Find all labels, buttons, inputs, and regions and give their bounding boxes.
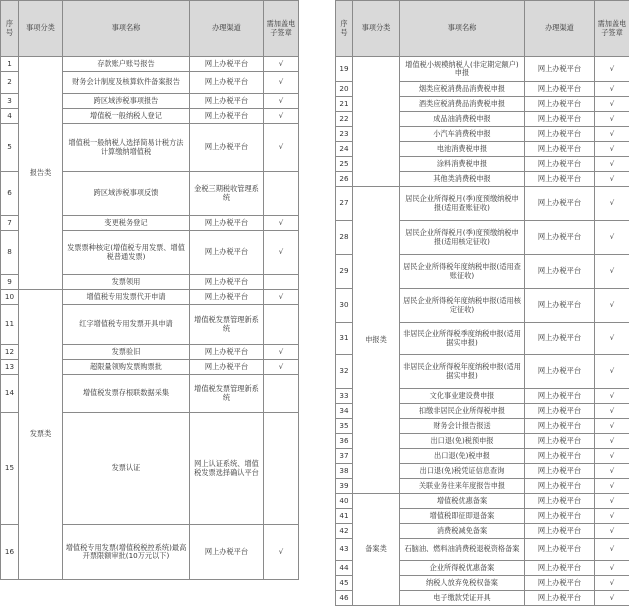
esign-check: √ [595, 221, 629, 255]
item-name: 增值税优惠备案 [400, 494, 525, 509]
item-name: 扣缴非居民企业所得税申报 [400, 404, 525, 419]
item-name: 跨区域涉税事项报告 [63, 94, 190, 109]
item-channel: 网上办税平台 [190, 290, 264, 305]
esign-check: √ [595, 591, 629, 606]
esign-check: √ [595, 479, 629, 494]
item-name: 文化事业建设费申报 [400, 389, 525, 404]
item-name: 非居民企业所得税年度纳税申报(适用据实申报) [400, 355, 525, 389]
row-number: 30 [336, 289, 353, 323]
esign-check: √ [595, 112, 629, 127]
item-channel: 网上办税平台 [525, 82, 595, 97]
row-number: 32 [336, 355, 353, 389]
item-channel: 网上办税平台 [190, 124, 264, 172]
header-row [1, 1, 299, 57]
item-name: 纳税人放弃免税权备案 [400, 576, 525, 591]
esign-check: √ [595, 464, 629, 479]
row-number: 11 [1, 305, 19, 345]
esign-check [264, 413, 299, 525]
item-name: 电池消费税申报 [400, 142, 525, 157]
row-number: 10 [1, 290, 19, 305]
item-channel: 网上办税平台 [190, 109, 264, 124]
item-channel: 网上办税平台 [190, 57, 264, 72]
item-name: 增值税专用发票代开申请 [63, 290, 190, 305]
esign-check: √ [595, 389, 629, 404]
esign-check: √ [595, 255, 629, 289]
item-name: 出口退(免)税凭证信息查询 [400, 464, 525, 479]
item-channel: 网上办税平台 [525, 479, 595, 494]
item-name: 其他类消费税申报 [400, 172, 525, 187]
item-name: 增值税小规模纳税人(非定期定额户)申报 [400, 57, 525, 82]
item-name: 跨区域涉税事项反馈 [63, 172, 190, 216]
esign-check: √ [595, 524, 629, 539]
item-channel: 网上办税平台 [190, 216, 264, 231]
esign-check: √ [264, 124, 299, 172]
row-number: 7 [1, 216, 19, 231]
row-number: 2 [1, 72, 19, 94]
item-channel: 网上办税平台 [525, 434, 595, 449]
esign-check: √ [264, 72, 299, 94]
item-channel: 网上办税平台 [525, 157, 595, 172]
item-channel: 网上办税平台 [525, 289, 595, 323]
table-row [336, 494, 629, 509]
item-name: 增值税专用发票(增值税税控系统)最高开票限额审批(10万元以下) [63, 525, 190, 580]
row-number: 16 [1, 525, 19, 580]
row-number: 42 [336, 524, 353, 539]
item-name: 增值税即征即退备案 [400, 509, 525, 524]
row-number: 41 [336, 509, 353, 524]
esign-check: √ [595, 187, 629, 221]
esign-check [264, 172, 299, 216]
item-name: 变更税务登记 [63, 216, 190, 231]
left-table-body [1, 57, 299, 580]
item-name: 红字增值税专用发票开具申请 [63, 305, 190, 345]
esign-check: √ [595, 576, 629, 591]
esign-check [264, 305, 299, 345]
header-category: 事项分类 [19, 1, 63, 57]
esign-check: √ [595, 323, 629, 355]
item-name: 出口退(免)税申报 [400, 449, 525, 464]
esign-check: √ [595, 157, 629, 172]
item-channel: 网上办税平台 [525, 172, 595, 187]
esign-check: √ [595, 419, 629, 434]
category-declare: 申报类 [353, 187, 400, 494]
header-channel: 办理渠道 [525, 1, 595, 57]
item-channel: 网上办税平台 [190, 525, 264, 580]
item-name: 非居民企业所得税季度纳税申报(适用据实申报) [400, 323, 525, 355]
category-cell [353, 57, 400, 187]
row-number: 20 [336, 82, 353, 97]
esign-check: √ [264, 109, 299, 124]
row-number: 23 [336, 127, 353, 142]
row-number: 6 [1, 172, 19, 216]
item-name: 财务会计制度及核算软件备案报告 [63, 72, 190, 94]
item-name: 居民企业所得税月(季)度预缴纳税申报(适用核定征收) [400, 221, 525, 255]
table-row [336, 57, 629, 82]
item-channel: 网上办税平台 [190, 345, 264, 360]
row-number: 3 [1, 94, 19, 109]
item-channel: 网上办税平台 [525, 419, 595, 434]
header-no: 序号 [1, 1, 19, 57]
header-no: 序号 [336, 1, 353, 57]
right-table-body [336, 57, 629, 606]
item-channel: 网上办税平台 [190, 275, 264, 290]
header-esign: 需加盖电子签章 [595, 1, 629, 57]
esign-check: √ [595, 449, 629, 464]
esign-check: √ [595, 355, 629, 389]
row-number: 28 [336, 221, 353, 255]
item-channel: 网上办税平台 [525, 576, 595, 591]
row-number: 1 [1, 57, 19, 72]
item-name: 增值税发票存根联数据采集 [63, 375, 190, 413]
item-channel: 网上办税平台 [525, 323, 595, 355]
esign-check: √ [595, 97, 629, 112]
item-name: 石脑油、燃料油消费税退税资格备案 [400, 539, 525, 561]
row-number: 8 [1, 231, 19, 275]
esign-check: √ [595, 142, 629, 157]
item-channel: 网上办税平台 [525, 464, 595, 479]
row-number: 26 [336, 172, 353, 187]
item-name: 出口退(免)税预申报 [400, 434, 525, 449]
row-number: 24 [336, 142, 353, 157]
row-number: 22 [336, 112, 353, 127]
item-channel: 网上办税平台 [525, 509, 595, 524]
header-category: 事项分类 [353, 1, 400, 57]
table-row [1, 290, 299, 305]
header-name: 事项名称 [63, 1, 190, 57]
item-name: 企业所得税优惠备案 [400, 561, 525, 576]
row-number: 13 [1, 360, 19, 375]
row-number: 40 [336, 494, 353, 509]
row-number: 25 [336, 157, 353, 172]
row-number: 9 [1, 275, 19, 290]
row-number: 34 [336, 404, 353, 419]
item-channel: 网上办税平台 [525, 561, 595, 576]
esign-check: √ [264, 290, 299, 305]
item-name: 发票认证 [63, 413, 190, 525]
item-channel: 网上办税平台 [190, 360, 264, 375]
row-number: 15 [1, 413, 19, 525]
item-channel: 网上办税平台 [525, 355, 595, 389]
item-channel: 网上办税平台 [525, 187, 595, 221]
right-table [335, 0, 629, 606]
esign-check: √ [595, 57, 629, 82]
item-name: 涂料消费税申报 [400, 157, 525, 172]
row-number: 36 [336, 434, 353, 449]
table-row [336, 187, 629, 221]
esign-check: √ [264, 360, 299, 375]
item-channel: 网上办税平台 [525, 494, 595, 509]
esign-check: √ [264, 345, 299, 360]
item-channel: 网上认证系统、增值税发票选择确认平台 [190, 413, 264, 525]
item-name: 小汽车消费税申报 [400, 127, 525, 142]
row-number: 21 [336, 97, 353, 112]
header-name: 事项名称 [400, 1, 525, 57]
item-channel: 网上办税平台 [525, 591, 595, 606]
item-channel: 网上办税平台 [525, 142, 595, 157]
left-table [0, 0, 299, 580]
item-channel: 网上办税平台 [525, 112, 595, 127]
esign-check: √ [264, 94, 299, 109]
item-name: 烟类应税消费品消费税申报 [400, 82, 525, 97]
item-channel: 网上办税平台 [525, 255, 595, 289]
esign-check: √ [595, 434, 629, 449]
item-name: 财务会计报告报送 [400, 419, 525, 434]
row-number: 19 [336, 57, 353, 82]
table-row [1, 57, 299, 72]
row-number: 14 [1, 375, 19, 413]
row-number: 31 [336, 323, 353, 355]
item-channel: 网上办税平台 [190, 72, 264, 94]
row-number: 4 [1, 109, 19, 124]
item-channel: 网上办税平台 [190, 94, 264, 109]
item-channel: 增值税发票管理新系统 [190, 375, 264, 413]
row-number: 27 [336, 187, 353, 221]
row-number: 44 [336, 561, 353, 576]
item-channel: 网上办税平台 [190, 231, 264, 275]
row-number: 39 [336, 479, 353, 494]
esign-check: √ [595, 509, 629, 524]
item-name: 发票验旧 [63, 345, 190, 360]
item-name: 发票领用 [63, 275, 190, 290]
row-number: 43 [336, 539, 353, 561]
item-channel: 网上办税平台 [525, 127, 595, 142]
item-name: 增值税一般纳税人选择简易计税方法计算缴纳增值税 [63, 124, 190, 172]
esign-check: √ [595, 82, 629, 97]
esign-check: √ [595, 494, 629, 509]
esign-check: √ [595, 539, 629, 561]
row-number: 33 [336, 389, 353, 404]
item-name: 关联业务往来年度报告申报 [400, 479, 525, 494]
row-number: 29 [336, 255, 353, 289]
item-name: 增值税一般纳税人登记 [63, 109, 190, 124]
row-number: 45 [336, 576, 353, 591]
category-report: 报告类 [19, 57, 63, 290]
esign-check: √ [264, 216, 299, 231]
esign-check: √ [595, 289, 629, 323]
item-channel: 网上办税平台 [525, 221, 595, 255]
item-name: 成品油消费税申报 [400, 112, 525, 127]
item-channel: 网上办税平台 [525, 57, 595, 82]
esign-check: √ [595, 561, 629, 576]
header-row [336, 1, 629, 57]
item-channel: 增值税发票管理新系统 [190, 305, 264, 345]
item-name: 电子缴款凭证开具 [400, 591, 525, 606]
item-name: 存款账户账号报告 [63, 57, 190, 72]
item-name: 消费税减免备案 [400, 524, 525, 539]
esign-check: √ [595, 172, 629, 187]
item-name: 居民企业所得税月(季)度预缴纳税申报(适用查账征收) [400, 187, 525, 221]
item-channel: 网上办税平台 [525, 97, 595, 112]
row-number: 46 [336, 591, 353, 606]
esign-check: √ [595, 127, 629, 142]
item-channel: 网上办税平台 [525, 539, 595, 561]
esign-check: √ [264, 525, 299, 580]
row-number: 37 [336, 449, 353, 464]
item-channel: 网上办税平台 [525, 449, 595, 464]
category-invoice: 发票类 [19, 290, 63, 580]
item-name: 居民企业所得税年度纳税申报(适用核定征收) [400, 289, 525, 323]
row-number: 35 [336, 419, 353, 434]
header-channel: 办理渠道 [190, 1, 264, 57]
row-number: 5 [1, 124, 19, 172]
row-number: 12 [1, 345, 19, 360]
category-filing: 备案类 [353, 494, 400, 606]
item-name: 居民企业所得税年度纳税申报(适用查账征收) [400, 255, 525, 289]
item-name: 超限量领购发票购票批 [63, 360, 190, 375]
item-channel: 网上办税平台 [525, 404, 595, 419]
esign-check: √ [595, 404, 629, 419]
item-name: 发票票种核定(增值税专用发票、增值税普通发票) [63, 231, 190, 275]
item-channel: 金税三期税收管理系统 [190, 172, 264, 216]
row-number: 38 [336, 464, 353, 479]
esign-check: √ [264, 231, 299, 275]
esign-check: √ [264, 57, 299, 72]
item-channel: 网上办税平台 [525, 389, 595, 404]
esign-check [264, 275, 299, 290]
item-channel: 网上办税平台 [525, 524, 595, 539]
esign-check [264, 375, 299, 413]
item-name: 酒类应税消费品消费税申报 [400, 97, 525, 112]
header-esign: 需加盖电子签章 [264, 1, 299, 57]
